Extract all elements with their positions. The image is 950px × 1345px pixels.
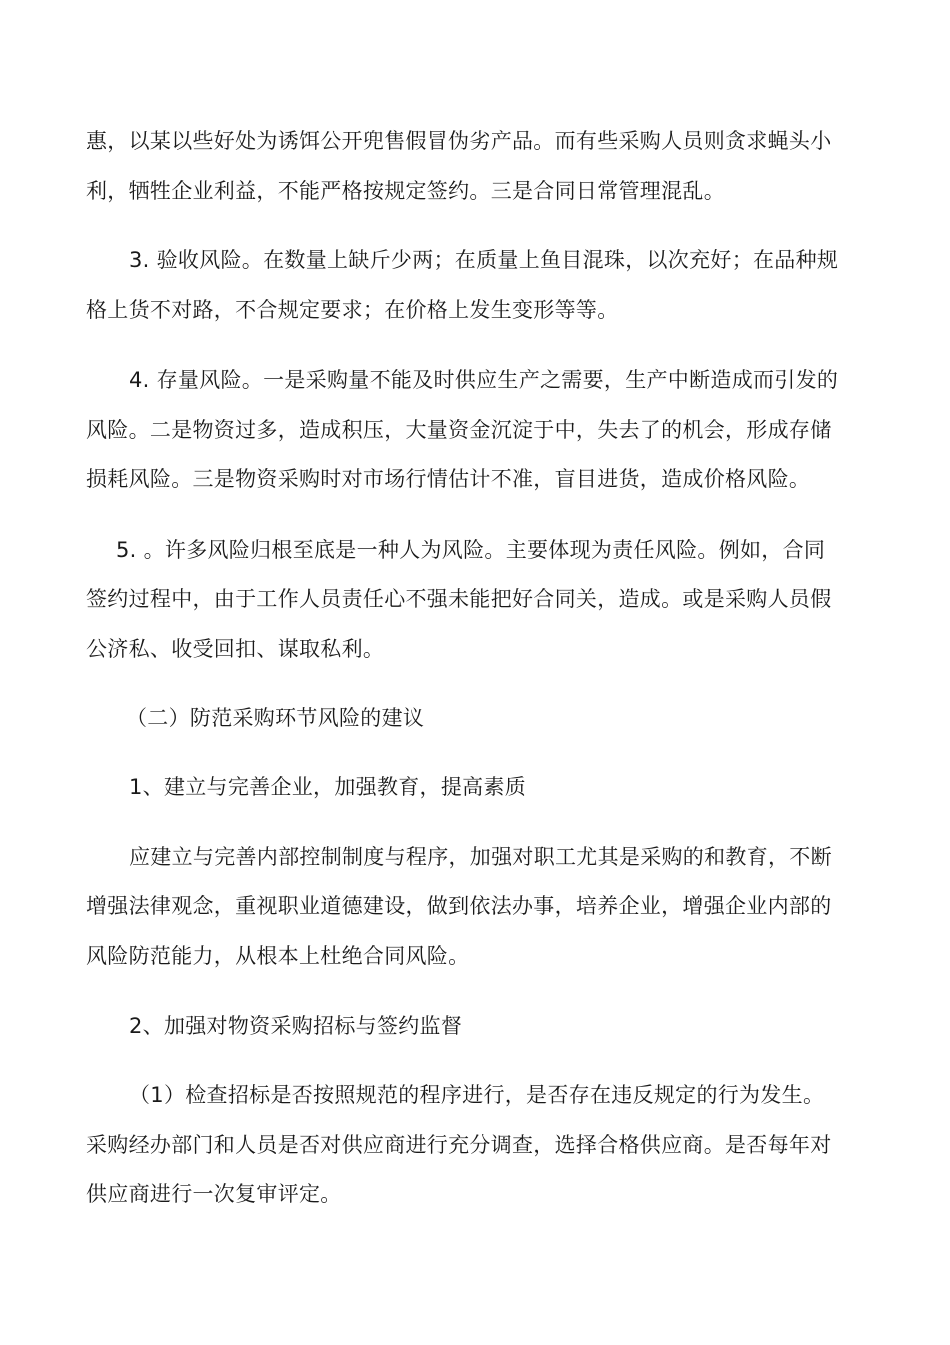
paragraph-line: 4. 存量风险。一是采购量不能及时供应生产之需要，生产中断造成而引发的 [129,368,839,392]
subsection-heading: 1、建立与完善企业，加强教育，提高素质 [129,775,527,799]
paragraph-line: （1）检查招标是否按照规范的程序进行，是否存在违反规定的行为发生。 [129,1083,825,1107]
paragraph-line: 公济私、收受回扣、谋取私利。 [86,637,385,661]
paragraph-line: 损耗风险。三是物资采购时对市场行情估计不准，盲目进货，造成价格风险。 [86,467,811,491]
paragraph-line: 风险。二是物资过多，造成积压，大量资金沉淀于中，失去了的机会，形成存储 [86,418,832,442]
paragraph-line: 5. 。许多风险归根至底是一种人为风险。主要体现为责任风险。例如，合同 [116,538,826,562]
paragraph-line: 增强法律观念，重视职业道德建设，做到依法办事，培养企业，增强企业内部的 [86,894,832,918]
paragraph-line: 风险防范能力，从根本上杜绝合同风险。 [86,944,470,968]
paragraph-line: 供应商进行一次复审评定。 [86,1182,342,1206]
paragraph-line: 惠，以某以些好处为诱饵公开兜售假冒伪劣产品。而有些采购人员则贪求蝇头小 [86,129,832,153]
section-heading: （二）防范采购环节风险的建议 [126,706,425,730]
paragraph-line: 签约过程中，由于工作人员责任心不强未能把好合同关，造成。或是采购人员假 [86,587,832,611]
paragraph-line: 采购经办部门和人员是否对供应商进行充分调查，选择合格供应商。是否每年对 [86,1133,832,1157]
subsection-heading: 2、加强对物资采购招标与签约监督 [129,1014,463,1038]
paragraph-line: 3. 验收风险。在数量上缺斤少两；在质量上鱼目混珠，以次充好；在品种规 [129,248,839,272]
paragraph-line: 利，牺牲企业利益，不能严格按规定签约。三是合同日常管理混乱。 [86,179,725,203]
paragraph-line: 格上货不对路，不合规定要求；在价格上发生变形等等。 [86,298,619,322]
paragraph-line: 应建立与完善内部控制制度与程序，加强对职工尤其是采购的和教育，不断 [129,845,832,869]
